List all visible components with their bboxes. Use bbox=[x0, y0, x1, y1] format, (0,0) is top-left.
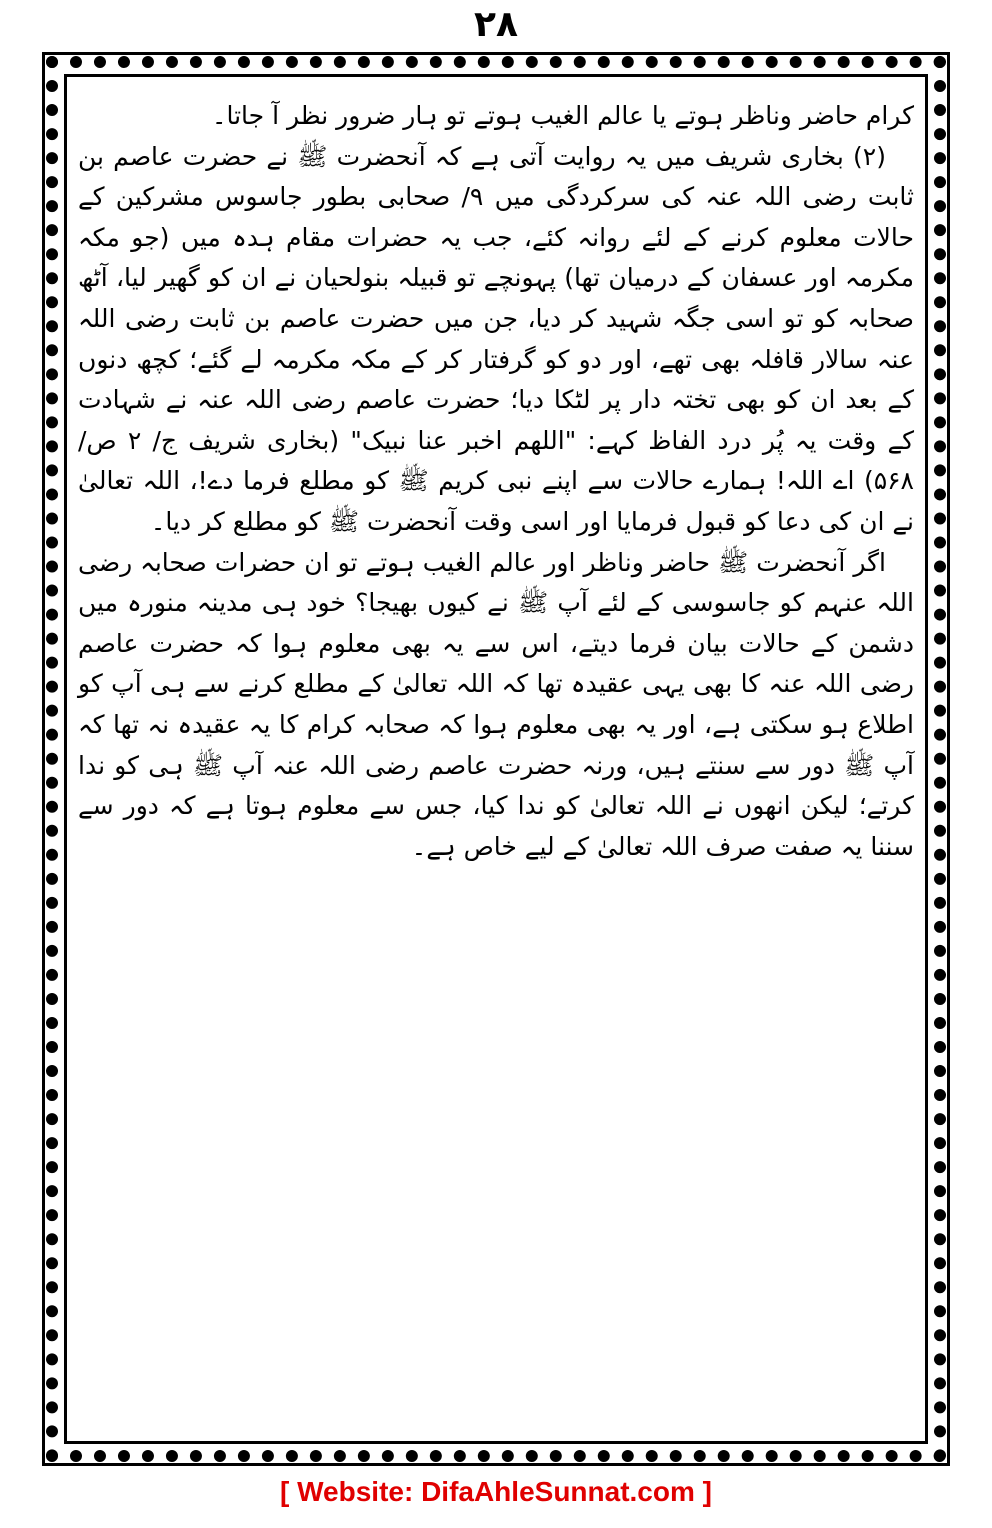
paragraph-3: اگر آنحضرت ﷺ حاضر وناظر اور عالم الغیب ہوتے تو ان حضرات صحابہ رضی اللہ عنہم کو جاسوسی کے لئے آپ ﷺ نے کیوں بھیجا؟ خود ہی مدینہ منورہ میں دشمن کے حالات بیان فرما دیتے، اس سے یہ بھی معلوم ہوا کہ حضرت عاصم رضی اللہ عنہ کا بھی یہی عقیدہ تھا کہ اللہ تعالیٰ کے مطلع کرنے سے ہی آپ کو اطلاع ہو سکتی ہے، اور یہ بھی معلوم ہوا کہ صحابہ کرام کا یہ عقیدہ نہ تھا کہ آپ ﷺ دور سے سنتے ہیں، ورنہ حضرت عاصم رضی اللہ عنہ آپ ﷺ ہی کو ندا کرتے؛ لیکن انھوں نے اللہ تعالیٰ کو ندا کیا، جس سے معلوم ہوتا ہے کہ دور سے سننا یہ صفت صرف اللہ تعالیٰ کے لیے خاص ہے۔ bbox=[78, 547, 914, 861]
paragraph-2: (۲) بخاری شریف میں یہ روایت آتی ہے کہ آنحضرت ﷺ نے حضرت عاصم بن ثابت رضی اللہ عنہ کی سرکردگی میں ۹/ صحابی بطور جاسوس مشرکین کے حالات معلوم کرنے کے لئے روانہ کئے، جب یہ حضرات مقام ہدہ میں (جو مکہ مکرمہ اور عسفان کے درمیان تھا) پہونچے تو قبیلہ بنولحیان نے ان کو گھیر لیا، آٹھ صحابہ کو تو اسی جگہ شہید کر دیا، جن میں حضرت عاصم بن ثابت رضی اللہ عنہ سالار قافلہ بھی تھے، اور دو کو گرفتار کر کے مکہ مکرمہ لے گئے؛ کچھ دنوں کے بعد ان کو بھی تختہ دار پر لٹکا دیا؛ حضرت عاصم رضی اللہ عنہ نے شہادت کے وقت یہ پُر درد الفاظ کہے: "اللھم اخبر عنا نبیک" (بخاری شریف ج/ ۲ ص/ ۵۶۸) اے اللہ! ہمارے حالات سے اپنے نبی کریم ﷺ کو مطلع فرما دے!، اللہ تعالیٰ نے ان کی دعا کو قبول فرمایا اور اسی وقت آنحضرت ﷺ کو مطلع کر دیا۔ bbox=[78, 141, 914, 536]
page-body-text bbox=[78, 96, 914, 867]
page-number: ۲۸ bbox=[474, 4, 518, 45]
paragraph-1: کرام حاضر وناظر ہوتے یا عالم الغیب ہوتے تو ہار ضرور نظر آ جاتا۔ bbox=[211, 101, 914, 130]
website-link[interactable]: [ Website: DifaAhleSunnat.com ] bbox=[280, 1476, 712, 1507]
